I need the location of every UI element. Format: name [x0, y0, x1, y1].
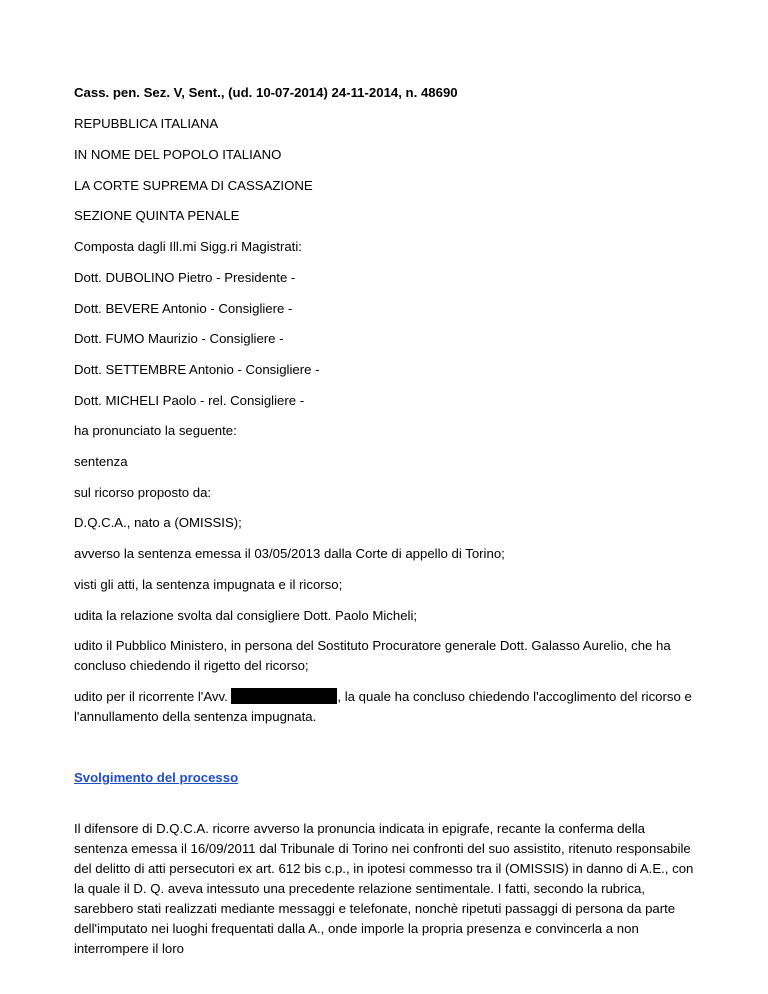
text-line: visti gli atti, la sentenza impugnata e il ricorso; — [74, 577, 343, 592]
text-line: Dott. FUMO Maurizio - Consigliere - — [74, 331, 284, 346]
text-line: ha pronunciato la seguente: — [74, 423, 237, 438]
redaction-bar — [231, 688, 337, 704]
body-paragraph: Il difensore di D.Q.C.A. ricorre avverso la pronuncia indicata in epigrafe, recante la conferma della sentenza emessa il 16/09/2011 dal Tribunale di Torino nei confronti del suo assistito, ritenuto responsabile del delitto di atti persecutori ex art. 612 bis c.p., in ipotesi commesso tra il (OMISSIS) in danno di A.E., con la quale il D. Q. aveva intessuto una precedente relazione sentimentale. I fatti, secondo la rubrica, sarebbero stati realizzati mediante messaggi e telefonate, nonchè ripetuti passaggi di persona da parte dell'imputato nei luoghi frequentati dalla A., onde imporle la propria presenza e convincerla a non interrompere il loro — [74, 821, 694, 956]
text-line: Composta dagli Ill.mi Sigg.ri Magistrati: — [74, 239, 302, 254]
counsel-paragraph — [74, 687, 694, 727]
text-line: avverso la sentenza emessa il 03/05/2013 dalla Corte di appello di Torino; — [74, 546, 505, 561]
text-line: Dott. BEVERE Antonio - Consigliere - — [74, 301, 293, 316]
text-line: SEZIONE QUINTA PENALE — [74, 208, 240, 223]
text-line: Dott. DUBOLINO Pietro - Presidente - — [74, 270, 296, 285]
counsel-text-before: udito per il ricorrente l'Avv. — [74, 689, 228, 704]
text-line: IN NOME DEL POPOLO ITALIANO — [74, 147, 282, 162]
text-line: sentenza — [74, 454, 128, 469]
section-heading — [74, 768, 694, 788]
section-link[interactable]: Svolgimento del processo — [74, 770, 239, 785]
text-line: udita la relazione svolta dal consigliere Dott. Paolo Micheli; — [74, 608, 418, 623]
document-heading: Cass. pen. Sez. V, Sent., (ud. 10-07-2014) 24-11-2014, n. 48690 — [74, 85, 458, 100]
text-line: D.Q.C.A., nato a (OMISSIS); — [74, 515, 242, 530]
text-line: Dott. SETTEMBRE Antonio - Consigliere - — [74, 362, 320, 377]
text-line: Dott. MICHELI Paolo - rel. Consigliere - — [74, 393, 305, 408]
pm-paragraph: udito il Pubblico Ministero, in persona del Sostituto Procuratore generale Dott. Galasso Aurelio, che ha concluso chiedendo il rigetto del ricorso; — [74, 638, 671, 673]
text-line: REPUBBLICA ITALIANA — [74, 116, 219, 131]
counsel-text-after: , la quale ha concluso chiedendo l'accoglimento del ricorso e l'annullamento della sentenza impugnata. — [74, 689, 692, 724]
text-line: LA CORTE SUPREMA DI CASSAZIONE — [74, 178, 313, 193]
text-line: sul ricorso proposto da: — [74, 485, 212, 500]
